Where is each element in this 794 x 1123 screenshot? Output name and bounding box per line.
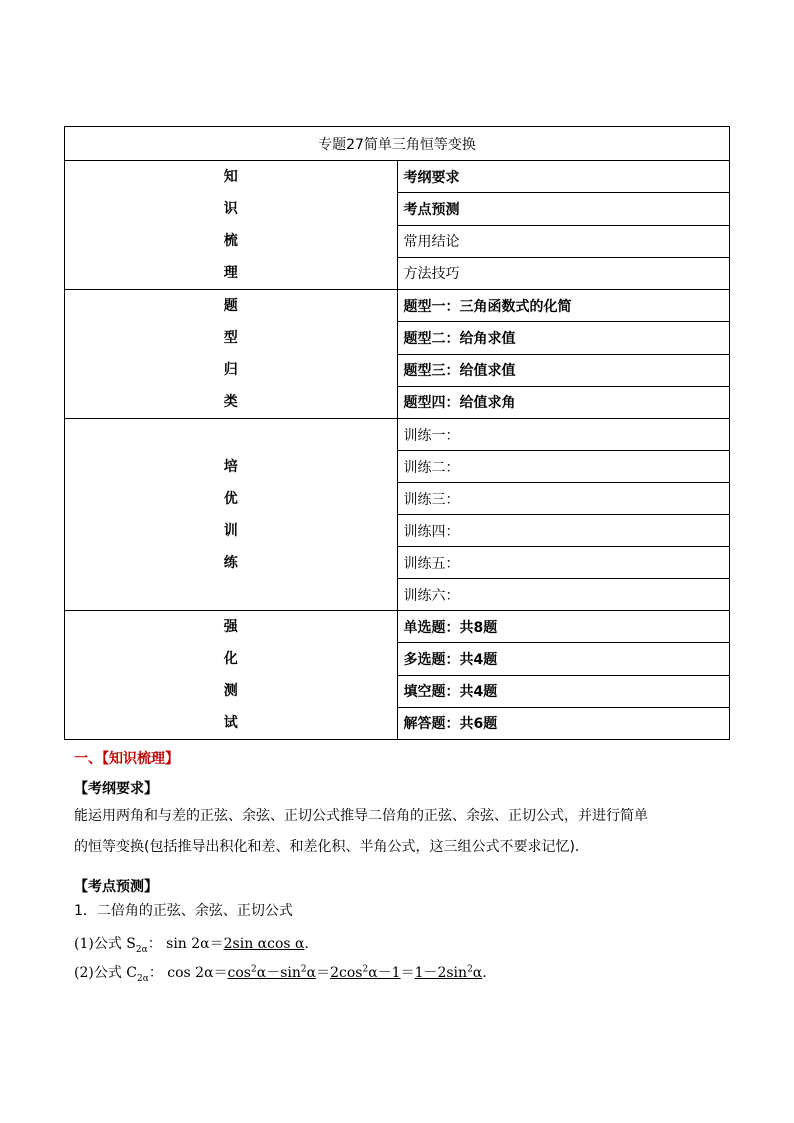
key-points-heading: 【考点预测】	[74, 879, 158, 895]
formula-superscript: 2	[251, 964, 257, 975]
formula-lhs: sin 2α＝	[166, 936, 224, 952]
category-char: 类	[223, 394, 238, 410]
formula-s2a	[74, 933, 309, 955]
formula-answer-2	[330, 965, 400, 981]
section-heading	[74, 748, 179, 768]
category-char: 型	[223, 330, 238, 346]
outline-title: 专题27简单三角恒等变换	[65, 127, 730, 161]
outline-row: 方法技巧	[397, 257, 730, 289]
exam-requirements-text-line2: 的恒等变换(包括推导出积化和差、和差化积、半角公式，这三组公式不要求记忆).	[74, 839, 580, 855]
formula-colon: ：	[148, 965, 163, 981]
category-cell-types	[65, 290, 398, 419]
outline-row: 训练二：	[397, 451, 730, 483]
outline-row: 题型三：给值求值	[397, 354, 730, 386]
outline-row: 题型一：三角函数式的化简	[397, 290, 730, 322]
category-char: 优	[223, 490, 238, 507]
formula-text: cos	[227, 965, 251, 981]
outline-row: 训练三：	[397, 483, 730, 515]
category-cell-training	[65, 419, 398, 611]
formula-c2a	[74, 962, 487, 984]
formula-text: α	[472, 965, 483, 981]
formula-text: α	[306, 965, 317, 981]
formula-label: (2)公式 C	[74, 965, 137, 981]
section-title: 【知识梳理】	[102, 751, 179, 767]
category-char: 梳	[223, 233, 238, 249]
category-char: 试	[223, 715, 238, 731]
exam-requirements-text-line1: 能运用两角和与差的正弦、余弦、正切公式推导二倍角的正弦、余弦、正切公式，并进行简单	[74, 808, 648, 824]
outline-row: 题型四：给值求角	[397, 386, 730, 418]
exam-requirements-heading: 【考纲要求】	[74, 781, 158, 797]
formula-answer-1	[228, 965, 317, 981]
formula-equals: ＝	[316, 965, 331, 981]
outline-row: 多选题：共4题	[397, 643, 730, 675]
formula-superscript: 2	[300, 964, 307, 975]
category-cell-tests	[65, 611, 398, 740]
outline-row: 训练一：	[397, 419, 730, 451]
formula-superscript: 2	[362, 964, 369, 975]
formula-period: .	[304, 936, 309, 952]
outline-row: 常用结论	[397, 225, 730, 257]
outline-row: 考纲要求	[397, 161, 730, 193]
outline-row: 训练六：	[397, 579, 730, 611]
outline-row: 训练四：	[397, 515, 730, 547]
formula-subscript: 2α	[135, 944, 148, 955]
category-char: 化	[223, 651, 238, 667]
category-char: 测	[223, 683, 238, 699]
outline-row: 题型二：给角求值	[397, 322, 730, 354]
category-char: 知	[223, 169, 238, 185]
category-char: 识	[223, 201, 238, 217]
category-char: 训	[223, 522, 238, 539]
key-point-item-1: 1．二倍角的正弦、余弦、正切公式	[74, 903, 293, 919]
outline-row: 单选题：共8题	[397, 611, 730, 643]
outline-table	[64, 126, 730, 740]
formula-answer: 2sin αcos α	[223, 936, 305, 952]
formula-equals: ＝	[400, 965, 415, 981]
outline-row: 解答题：共6题	[397, 707, 730, 739]
formula-text: 2cos	[330, 965, 363, 981]
formula-text: 1－2sin	[414, 965, 468, 981]
formula-period: .	[482, 965, 487, 981]
formula-label: (1)公式 S	[74, 936, 136, 952]
category-char: 强	[223, 619, 238, 635]
category-char: 理	[223, 265, 238, 281]
outline-row: 考点预测	[397, 193, 730, 225]
formula-subscript: 2α	[137, 973, 149, 984]
category-cell-knowledge	[65, 161, 398, 290]
category-char: 练	[223, 554, 238, 571]
formula-lhs: cos 2α＝	[167, 965, 228, 981]
category-char: 题	[223, 298, 238, 314]
section-number: 一、	[74, 751, 102, 767]
formula-superscript: 2	[467, 964, 473, 975]
category-char: 培	[223, 458, 238, 475]
formula-text: α－1	[368, 965, 401, 981]
outline-row: 填空题：共4题	[397, 675, 730, 707]
formula-answer-3	[415, 965, 483, 981]
outline-row: 训练五：	[397, 547, 730, 579]
formula-colon: ：	[147, 936, 162, 952]
formula-text: α－sin	[256, 965, 301, 981]
category-char: 归	[223, 362, 238, 378]
